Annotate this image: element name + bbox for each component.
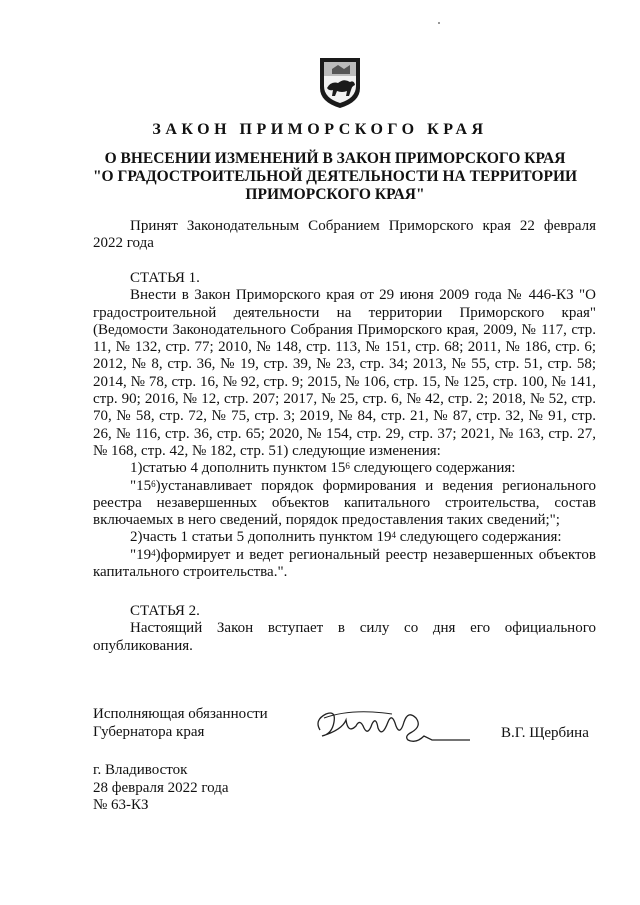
coat-of-arms-icon (316, 56, 364, 110)
item-1-tail: следующего содержания: (349, 460, 516, 477)
scan-speck (438, 22, 440, 24)
item-2-tail: следующего содержания: (395, 529, 562, 546)
item-1-content-start: "15 (130, 477, 152, 494)
law-title: ЗАКОН ПРИМОРСКОГО КРАЯ (152, 121, 488, 138)
subject-line-3: ПРИМОРСКОГО КРАЯ" (245, 186, 425, 203)
law-subject (70, 150, 600, 204)
signatory-position-line-1: Исполняющая обязанности (93, 706, 268, 722)
footer-date: 28 февраля 2022 года (93, 779, 229, 796)
article-2-text: Настоящий Закон вступает в силу со дня его официального опубликования. (93, 620, 596, 654)
item-2-content-body: )формирует и ведет региональный реестр незавершенных объектов капитального строительства.". (93, 546, 596, 581)
article-1-item-1-content (93, 478, 596, 530)
article-1-item-2 (93, 529, 596, 546)
article-1 (93, 270, 596, 581)
document-footer (93, 762, 229, 815)
item-2-content-start: "19 (130, 546, 152, 563)
signatory-name: В.Г. Щербина (501, 725, 589, 741)
article-1-intro: Внести в Закон Приморского края от 29 июня 2009 года № 446-КЗ "О градостроительной деятельности на территории Приморского края" (Ведомости Законодательного Собрания Приморского края, 2009, № 117, стр. 11, № 132, стр. 77; 2010, № 148, стр. 113, № 151, стр. 68; 2011, № 186, стр. 6; 2012, № 8, стр. 36, № 19, стр. 39, № 23, стр. 34; 2013, № 55, стр. 51, стр. 58; 2014, № 78, стр. 16, № 92, стр. 9; 2015, № 106, стр. 15, № 125, стр. 100, № 141, стр. 90; 2016, № 12, стр. 207; 2017, № 25, стр. 6, № 42, стр. 2; 2018, № 52, стр. 70, № 58, стр. 72, № 75, стр. 3; 2019, № 84, стр. 21, № 87, стр. 32, № 91, стр. 26, № 116, стр. 36, стр. 65; 2020, № 154, стр. 29, стр. 37; 2021, № 163, стр. 27, № 168, стр. 42, № 182, стр. 51) следующие изменения: (93, 287, 596, 459)
article-2-heading: СТАТЬЯ 2. (130, 603, 200, 619)
footer-number: № 63-КЗ (93, 797, 149, 813)
item-1-content-sup: 6 (151, 478, 156, 489)
item-2-content-sup: 4 (151, 547, 156, 558)
item-2-sup: 4 (391, 530, 396, 541)
article-2 (93, 603, 596, 655)
signatory-position (93, 706, 268, 741)
subject-line-1: О ВНЕСЕНИИ ИЗМЕНЕНИЙ В ЗАКОН ПРИМОРСКОГО КРАЯ (104, 150, 566, 167)
item-1-sup: 6 (345, 461, 350, 472)
article-1-item-2-content (93, 547, 596, 582)
subject-line-2: "О ГРАДОСТРОИТЕЛЬНОЙ ДЕЯТЕЛЬНОСТИ НА ТЕРРИТОРИИ (92, 168, 578, 185)
signatory-position-line-2: Губернатора края (93, 723, 205, 740)
item-1-content-body: )устанавливает порядок формирования и ведения регионального реестра незавершенных объектов капитального строительства, состав включаемых в него сведений, порядок предоставления таких сведений;"; (93, 477, 596, 529)
article-1-heading: СТАТЬЯ 1. (130, 270, 200, 286)
handwritten-signature (312, 700, 492, 750)
article-1-item-1 (93, 460, 596, 477)
adoption-note: Принят Законодательным Собранием Приморского края 22 февраля 2022 года (93, 218, 596, 252)
footer-city: г. Владивосток (93, 762, 188, 778)
item-1-text: 1)статью 4 дополнить пунктом 15 (130, 460, 346, 477)
item-2-text: 2)часть 1 статьи 5 дополнить пунктом 19 (130, 529, 392, 546)
